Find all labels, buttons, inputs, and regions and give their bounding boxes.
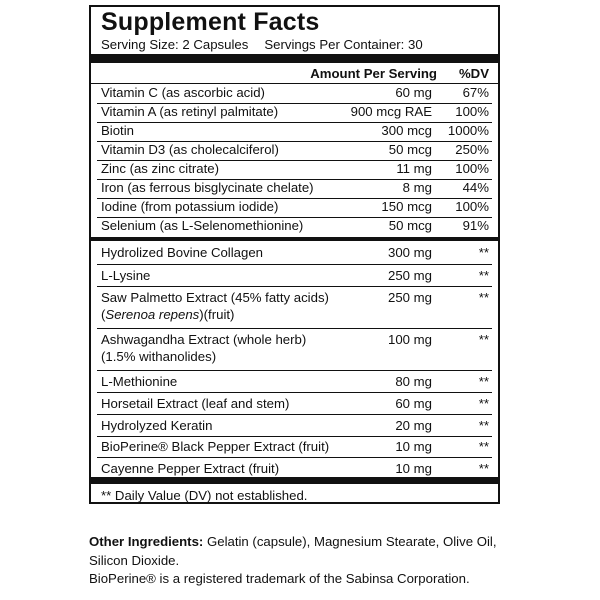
thick-divider-bottom (91, 477, 498, 484)
ingredient-name: L-Methionine (101, 374, 178, 389)
header-divider (91, 83, 498, 84)
ingredient-name: L-Lysine (101, 268, 151, 283)
row-divider (97, 436, 492, 437)
ingredient-dv: ** (478, 268, 489, 283)
ingredient-name: Ashwagandha Extract (whole herb) (101, 332, 307, 347)
other-ingredients-text: Gelatin (capsule), Magnesium Stearate, Olive Oil, Silicon Dioxide. (89, 534, 497, 568)
row-divider (97, 328, 492, 329)
serving-info (101, 37, 423, 53)
serving-size: Serving Size: 2 Capsules (101, 37, 249, 52)
ingredient-amount: 20 mg (395, 418, 432, 433)
thick-divider-top (91, 54, 498, 63)
other-ingredients (89, 533, 529, 570)
ingredient-dv: ** (478, 461, 489, 476)
nutrient-amount: 900 mcg RAE (350, 104, 432, 119)
ingredient-name-line2: (Serenoa repens)(fruit) (101, 307, 235, 322)
nutrient-dv: 100% (455, 199, 489, 214)
nutrient-dv: 91% (462, 218, 489, 233)
nutrient-amount: 11 mg (396, 161, 432, 176)
row-divider (97, 286, 492, 287)
ingredient-amount: 100 mg (388, 332, 432, 347)
row-divider (97, 264, 492, 265)
ingredient-dv: ** (478, 374, 489, 389)
ingredient-amount: 10 mg (395, 461, 432, 476)
ingredient-amount: 250 mg (388, 268, 432, 283)
ingredient-dv: ** (478, 245, 489, 260)
ingredient-amount: 80 mg (395, 374, 432, 389)
nutrient-dv: 1000% (447, 123, 489, 138)
servings-per-container: Servings Per Container: 30 (264, 37, 423, 52)
nutrient-amount: 60 mg (395, 85, 432, 100)
ingredient-amount: 250 mg (388, 290, 432, 305)
ingredient-amount: 10 mg (395, 439, 432, 454)
ingredient-dv: ** (478, 396, 489, 411)
nutrient-name: Iodine (from potassium iodide) (101, 199, 279, 214)
ingredient-name: Hydrolized Bovine Collagen (101, 245, 264, 260)
nutrient-name: Biotin (101, 123, 134, 138)
row-divider (97, 122, 492, 123)
other-ingredients-label: Other Ingredients: (89, 534, 204, 549)
ingredient-name: Cayenne Pepper Extract (fruit) (101, 461, 280, 476)
nutrient-amount: 8 mg (402, 180, 432, 195)
row-divider (97, 414, 492, 415)
nutrient-name: Vitamin A (as retinyl palmitate) (101, 104, 279, 119)
nutrient-dv: 67% (462, 85, 489, 100)
nutrient-dv: 250% (455, 142, 489, 157)
nutrient-name: Vitamin C (as ascorbic acid) (101, 85, 265, 100)
column-header (91, 65, 498, 83)
ingredient-dv: ** (478, 439, 489, 454)
ingredient-name: Horsetail Extract (leaf and stem) (101, 396, 290, 411)
nutrient-amount: 150 mcg (381, 199, 432, 214)
daily-value-footnote: ** Daily Value (DV) not established. (101, 488, 308, 503)
row-divider (97, 370, 492, 371)
nutrient-name: Iron (as ferrous bisglycinate chelate) (101, 180, 314, 195)
header-amount: Amount Per Serving (310, 66, 437, 81)
section-divider (91, 237, 498, 241)
ingredient-amount: 300 mg (388, 245, 432, 260)
supplement-facts-panel (89, 5, 500, 504)
ingredient-dv: ** (478, 332, 489, 347)
nutrient-dv: 100% (455, 104, 489, 119)
row-divider (97, 392, 492, 393)
nutrient-amount: 50 mcg (388, 218, 432, 233)
ingredient-name: Hydrolyzed Keratin (101, 418, 213, 433)
ingredient-amount: 60 mg (395, 396, 432, 411)
row-divider (97, 457, 492, 458)
nutrient-name: Zinc (as zinc citrate) (101, 161, 219, 176)
ingredient-name-line2: (1.5% withanolides) (101, 349, 217, 364)
nutrient-dv: 44% (462, 180, 489, 195)
header-dv: %DV (458, 66, 489, 81)
nutrient-name: Selenium (as L-Selenomethionine) (101, 218, 304, 233)
nutrient-amount: 50 mcg (388, 142, 432, 157)
nutrient-dv: 100% (455, 161, 489, 176)
ingredient-name: BioPerine® Black Pepper Extract (fruit) (101, 439, 330, 454)
ingredient-dv: ** (478, 290, 489, 305)
ingredient-name: Saw Palmetto Extract (45% fatty acids) (101, 290, 329, 305)
nutrient-amount: 300 mcg (381, 123, 432, 138)
panel-title: Supplement Facts (101, 8, 320, 36)
nutrient-name: Vitamin D3 (as cholecalciferol) (101, 142, 279, 157)
ingredient-dv: ** (478, 418, 489, 433)
trademark-notice: BioPerine® is a registered trademark of the Sabinsa Corporation. (89, 571, 470, 586)
